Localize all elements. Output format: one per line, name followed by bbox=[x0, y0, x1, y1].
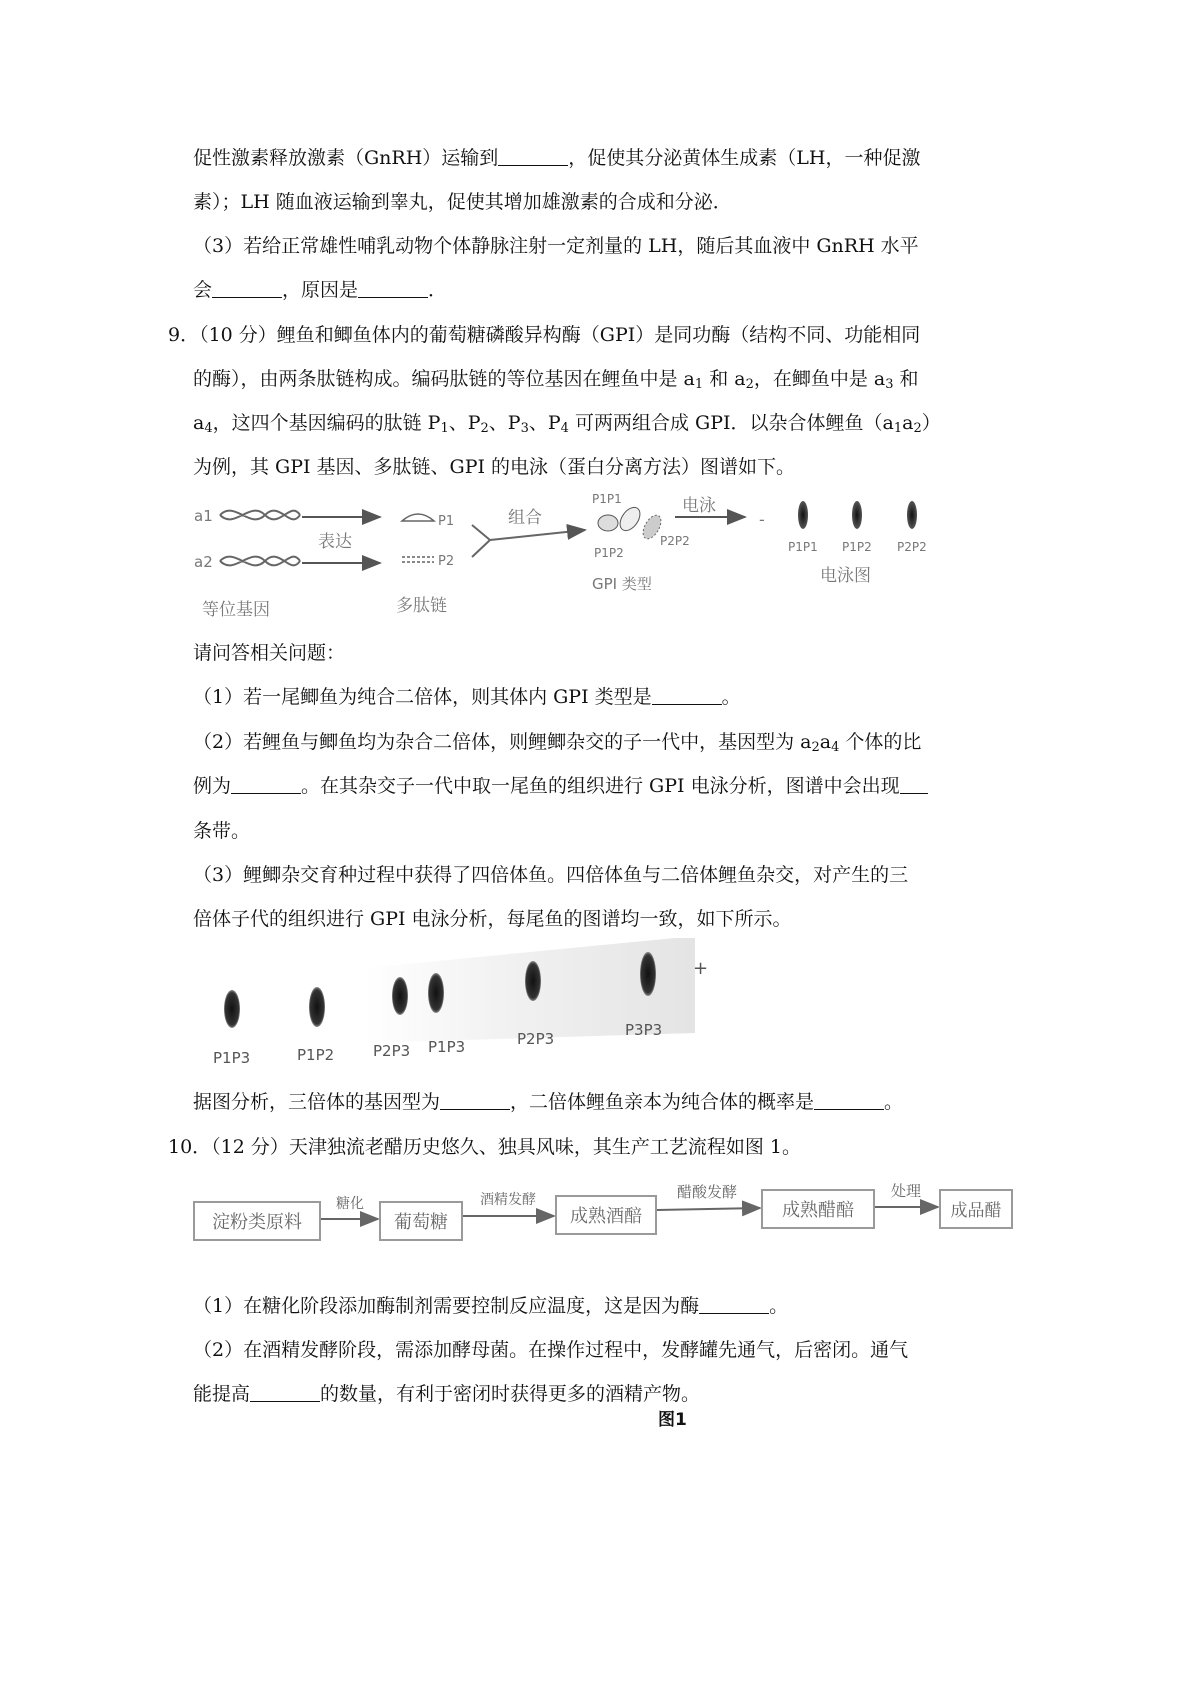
electro-label: 电泳 bbox=[682, 496, 716, 516]
gpi-p2p2-label: P2P2 bbox=[660, 534, 690, 548]
gel-positive-label: + bbox=[693, 958, 709, 979]
flow-step-label: 葡萄糖 bbox=[394, 1212, 448, 1233]
gel-band bbox=[428, 973, 444, 1013]
flow-step-label: 成品醋 bbox=[950, 1201, 1002, 1221]
q8-line-c: （3）若给正常雄性哺乳动物个体静脉注射一定剂量的 LH，随后其血液中 GnRH 水平 bbox=[193, 235, 919, 257]
q9-sub2: （2）若鲤鱼与鲫鱼均为杂合二倍体，则鲤鲫杂交的子一代中，基因型为 $a_2a_4$ 个体的比 bbox=[193, 731, 922, 755]
q9-sub2-end: 条带。 bbox=[193, 820, 251, 842]
gel-band bbox=[852, 501, 862, 529]
q10-heading: 10．（12 分）天津独流老醋历史悠久、独具风味，其生产工艺流程如图 1。 bbox=[168, 1136, 802, 1158]
q8-line-a: 促性激素释放激素（GnRH）运输到 ，促使其分泌黄体生成素（LH，一种促激 bbox=[193, 147, 921, 169]
gpi-p1p2-label: P1P2 bbox=[594, 546, 624, 560]
gel-band bbox=[525, 961, 541, 1001]
q9-line-3: $a_4$，这四个基因编码的肽链 $P_1$、$P_2$、$P_3$、$P_4$ 可两两组合成 GPI．以杂合体鲤鱼$(a_1a_2)$ bbox=[193, 412, 941, 436]
gel-band-label: P1P2 bbox=[842, 540, 872, 554]
gel-band bbox=[309, 987, 325, 1027]
gel-band-label: P1P1 bbox=[788, 540, 818, 554]
peptide-p2-label: P2 bbox=[438, 554, 455, 569]
flow-arrow-label: 酒精发酵 bbox=[480, 1192, 536, 1208]
answer-blank[interactable] bbox=[814, 1090, 884, 1110]
gel-band bbox=[224, 990, 240, 1028]
gel-band-label: P1P3 bbox=[428, 1038, 466, 1056]
gel-negative-label: - bbox=[759, 510, 765, 529]
peptide-p2-icon bbox=[402, 557, 434, 562]
gpi-p1p2-icon bbox=[616, 504, 644, 534]
flow-arrow-label: 处理 bbox=[890, 1182, 922, 1200]
q10-sub2-cont: 能提高 的数量，有利于密闭时获得更多的酒精产物。 bbox=[193, 1383, 701, 1405]
q9-sub3: （3）鲤鲫杂交育种过程中获得了四倍体鱼。四倍体鱼与二倍体鲤鱼杂交，对产生的三 bbox=[193, 864, 909, 886]
answer-blank[interactable] bbox=[250, 1382, 320, 1402]
q9-line-4: 为例，其 GPI 基因、多肽链、GPI 的电泳（蛋白分离方法）图谱如下。 bbox=[193, 456, 796, 478]
label-peptides: 多肽链 bbox=[396, 596, 447, 616]
q9-sub3-answer: 据图分析，三倍体的基因型为 ，二倍体鲤鱼亲本为纯合体的概率是 。 bbox=[193, 1091, 904, 1113]
gpi-expression-diagram bbox=[190, 485, 950, 630]
flow-step-label: 淀粉类原料 bbox=[212, 1212, 302, 1233]
q9-line-2: 的酶），由两条肽链构成。编码肽链的等位基因在鲤鱼中是 $a_1$ 和 $a_2$，在鲫鱼中是 $a_3$ 和 bbox=[193, 368, 919, 392]
express-label: 表达 bbox=[318, 532, 352, 552]
answer-blank[interactable] bbox=[699, 1294, 769, 1314]
answer-blank[interactable] bbox=[440, 1090, 510, 1110]
combine-label: 组合 bbox=[508, 508, 542, 528]
flow-arrow bbox=[657, 1208, 760, 1210]
answer-blank[interactable] bbox=[212, 278, 282, 298]
gel-band-label: P2P2 bbox=[897, 540, 927, 554]
q9-sub1: （1）若一尾鲫鱼为纯合二倍体，则其体内 GPI 类型是 。 bbox=[193, 686, 741, 708]
answer-blank[interactable] bbox=[358, 278, 428, 298]
q10-sub2: （2）在酒精发酵阶段，需添加酵母菌。在操作过程中，发酵罐先通气，后密闭。通气 bbox=[193, 1339, 909, 1361]
label-gel: 电泳图 bbox=[820, 566, 871, 586]
gpi-p1p1-icon bbox=[598, 515, 618, 531]
gel-band-label: P1P2 bbox=[297, 1046, 335, 1064]
q9-heading: 9．（10 分）鲤鱼和鲫鱼体内的葡萄糖磷酸异构酶（GPI）是同功酶（结构不同、功能相同 bbox=[168, 324, 921, 346]
combine-arrow bbox=[472, 525, 585, 557]
flow-step-label: 成熟酒醅 bbox=[570, 1206, 642, 1227]
gel-band bbox=[907, 501, 917, 529]
figure-caption: 图1 bbox=[658, 1410, 687, 1430]
answer-blank[interactable] bbox=[652, 685, 722, 705]
answer-blank[interactable] bbox=[231, 774, 301, 794]
q9-ask: 请问答相关问题： bbox=[193, 642, 346, 664]
q8-line-b: 素）；LH 随血液运输到睾丸，促使其增加雄激素的合成和分泌． bbox=[193, 191, 732, 213]
q9-sub3-cont: 倍体子代的组织进行 GPI 电泳分析，每尾鱼的图谱均一致，如下所示。 bbox=[193, 908, 792, 930]
flow-arrow-label: 糖化 bbox=[336, 1196, 364, 1212]
gpi-p1p1-label: P1P1 bbox=[592, 492, 622, 506]
answer-blank[interactable] bbox=[498, 146, 568, 166]
label-gpi-types: GPI 类型 bbox=[592, 575, 652, 593]
gene-a2-label: a2 bbox=[194, 553, 213, 571]
gel-band-label: P2P3 bbox=[517, 1030, 555, 1048]
vinegar-process-flow bbox=[190, 1180, 1020, 1255]
label-alleles: 等位基因 bbox=[202, 600, 270, 620]
dna-helix-icon bbox=[220, 511, 300, 520]
q10-sub1: （1）在糖化阶段添加酶制剂需要控制反应温度，这是因为酶 。 bbox=[193, 1295, 789, 1317]
peptide-p1-icon bbox=[402, 514, 434, 521]
triploid-gel-diagram bbox=[195, 938, 735, 1073]
gel-band bbox=[640, 952, 656, 996]
gel-band bbox=[798, 501, 808, 529]
flow-step-label: 成熟醋醅 bbox=[782, 1200, 854, 1221]
gene-a1-label: a1 bbox=[194, 507, 213, 525]
flow-arrow-label: 醋酸发酵 bbox=[676, 1183, 738, 1201]
gel-band-label: P2P3 bbox=[373, 1042, 411, 1060]
gel-band-label: P1P3 bbox=[213, 1049, 251, 1067]
answer-blank[interactable] bbox=[900, 774, 928, 794]
q9-sub2-cont: 例为 。在其杂交子一代中取一尾鱼的组织进行 GPI 电泳分析，图谱中会出现 bbox=[193, 773, 928, 799]
gel-band-label: P3P3 bbox=[625, 1021, 663, 1039]
gel-band bbox=[392, 977, 408, 1015]
dna-helix-icon bbox=[220, 557, 300, 566]
q8-line-d: 会 ，原因是 ． bbox=[193, 279, 448, 301]
peptide-p1-label: P1 bbox=[438, 514, 455, 529]
